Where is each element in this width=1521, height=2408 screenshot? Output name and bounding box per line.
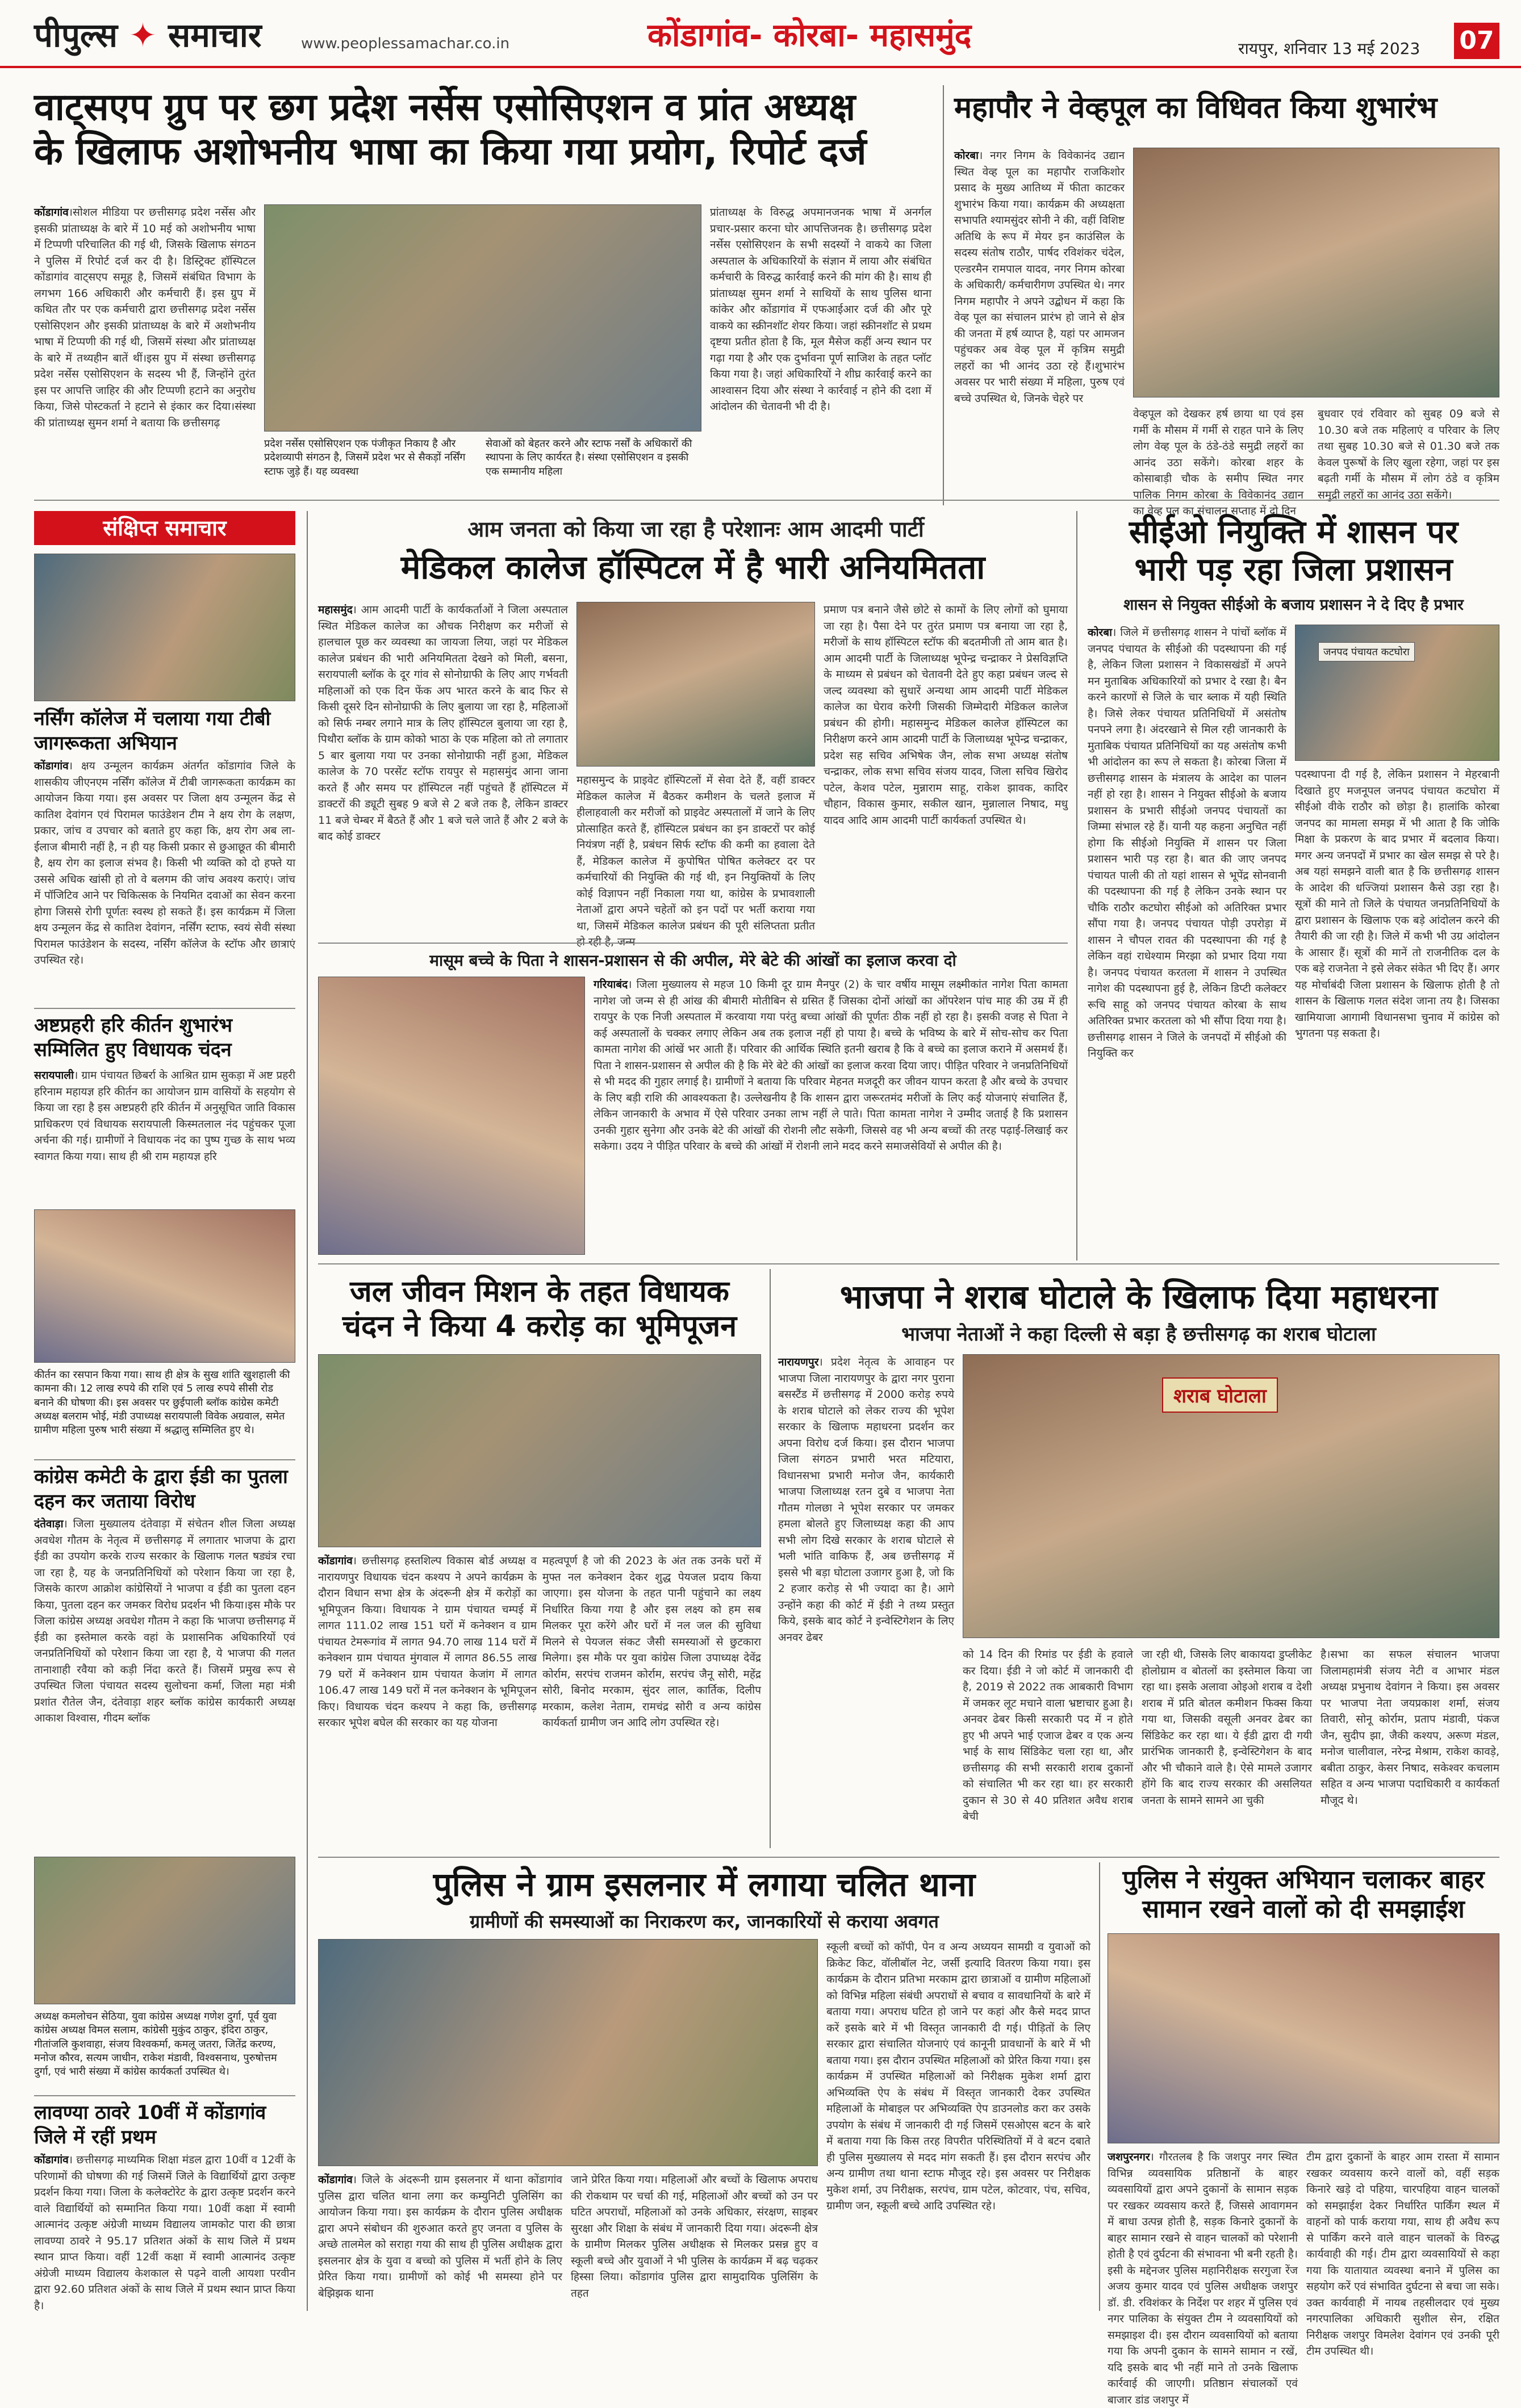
- brief2-photo: [34, 1209, 295, 1363]
- story4-photo-sign: जनपद पंचायत कटघोरा: [1318, 642, 1415, 661]
- brief4-title: लावण्या ठावरे 10वीं में कोंडागांव जिले में रहीं प्रथम: [34, 2101, 266, 2149]
- story6-col2: महत्वपूर्ण है जो की 2023 के अंत तक उनके घरों में मुफ्त नल कनेक्शन देकर शुद्ध पेयजल प्रदाय किया जाएगा। इस योजना के तहत पानी पहुंचाने का लक्ष्य निर्धारित किया गया है और इस लक्ष्य को हम सब मिलकर पूरा करेंगे और घरों में नल जल की सुविधा मिलने से पेयजल संकट जैसी समस्याओं से छुटकारा मिलेगा। इस मौके पर युवा कांग्रेस जिला उपाध्यक्ष देवेंद्र कोर्राम, सरपंच राजमन कोर्राम, सरपंच जैनू सोरी, महेंद्र सोरी, बिनोद मरकाम, सुंदर लाल, कार्तिक, दिलीप मरकाम, कलेश नेताम, रामचंद्र सोरी व अन्य कांग्रेस कार्यकर्ता ग्रामीण जन आदि लोग उपस्थित रहे।: [542, 1555, 761, 1729]
- story3-dateline: महासमुंद: [318, 604, 353, 616]
- brief-divider-3: [34, 2095, 295, 2096]
- story6-col1: कोंडागांव। छत्तीसगढ़ हस्तशिल्प विकास बोर्ड अध्यक्ष व नारायणपुर विधायक चंदन कश्यप ने अपने कार्यक्रम के दौरान विधान सभा क्षेत्र के अंदरूनी क्षेत्र में करोड़ों का भूमिपूजन किया। विधायक ने ग्राम पंचायत चम्पई में लागत 111.02 लाख 151 घरों में कनेक्शन व ग्राम पंचायत टेमरूगांव में लागत 94.70 लाख 114 घरों में कनेक्शन ग्राम पंचायत मुंगवाल में लागत 86.55 लाख 79 घरों में कनेक्शन ग्राम पंचायत केजांग में लागत 106.47 लाख 149 घरों में नल कनेक्शन के भूमिपूजन किए। विधायक चंदन कश्यप ने कहा कि, छत्तीसगढ़ सरकार भूपेश बघेल की सरकार का यह योजना: [318, 1555, 537, 1729]
- issue-date: रायपुर, शनिवार 13 मई 2023: [1238, 39, 1420, 58]
- story8-headline: पुलिस ने ग्राम इसलनार में लगाया चलित थाना: [433, 1865, 976, 1904]
- story5-kicker: मासूम बच्चे के पिता ने शासन-प्रशासन से की अपील, मेरे बेटे की आंखों का इलाज करवा दो: [429, 951, 956, 970]
- section-title: कोंडागांव- कोरबा- महासमुंद: [647, 17, 972, 54]
- story1-headline-line2: के खिलाफ अशोभनीय भाषा का किया गया प्रयोग, रिपोर्ट दर्ज: [34, 129, 867, 173]
- story7-photo: [963, 1354, 1499, 1638]
- brief1-text: कोंडागांव। क्षय उन्मूलन कार्यक्रम अंतर्गत कोंडागांव जिले के शासकीय जीएनएम नर्सिंग कॉलेज में टीबी जागरूकता कार्यक्रम का आयोजन किया गया। इस अवसर पर जिला क्षय उन्मूलन केंद्र से कातिश देवांगन एवं पिरामल फाउंडेशन टीम ने क्षय रोग के लक्षण, प्रकार, जांच व उपचार को बताते हुए कहा कि, क्षय रोग अब ला-ईलाज बीमारी नहीं है, न ही यह किसी प्रकार से छुआछूत की बीमारी है, क्षय रोग का इलाज संभव है। किसी भी व्यक्ति को दो हफ्ते या उससे अधिक खांसी हो तो वे बलगम की जांच अवश्य कराएं। जांच में पॉजिटिव आने पर चिकित्सक के नियमित दवाओं का सेवन करना होगा जिससे रोगी पूर्णतः स्वस्थ हो सकते हैं। इस कार्यक्रम में जिला क्षय उन्मूलन केंद्र से कातिश देवांगन, नर्सिंग स्टाफ, स्वयं सेवी संस्था पिरामल फाउंडेशन के सदस्य, नर्सिंग कॉलेज के स्टॉफ और छात्राएं उपस्थित रहे।: [34, 760, 295, 966]
- divider-horizontal-3: [318, 1263, 1499, 1264]
- story8-photo: [318, 1939, 818, 2166]
- story5-dateline: गरियाबंद: [594, 978, 628, 991]
- story9-headline-line2: सामान रखने वालों को दी समझाईश: [1142, 1894, 1465, 1924]
- story9-headline-line1: पुलिस ने संयुक्त अभियान चलाकर बाहर: [1122, 1865, 1485, 1894]
- masthead: [0, 0, 1521, 68]
- story4-dateline: कोरबा: [1088, 626, 1113, 639]
- brief2-text: सरायपाली। ग्राम पंचायत छिबर्रा के आश्रित ग्राम सुकड़ा में अष्ट प्रहरी हरिनाम महायज्ञ हरि कीर्तन का आयोजन ग्राम वासियों के सहयोग से किया जा रहा है इस अष्टप्रहरी हरि कीर्तन में अनुसूचित जाति विकास प्राधिकरण एवं विधायक सरायपाली किस्मतलाल नंद पहुंचकर पूजा अर्चना की गई। ग्रामीणों ने विधायक नंद का पुष्प गुच्छ के साथ भव्य स्वागत किया गया। साथ ही श्री राम महायज्ञ हरि: [34, 1069, 295, 1163]
- story8-col2: जाने प्रेरित किया गया। महिलाओं और बच्चों के खिलाफ अपराध की रोकथाम पर चर्चा की गई, महिलाओं और बच्चों को उन पर घटित अपराधों, महिलाओं को उनके अधिकार, संरक्षण, साइबर सुरक्षा और शिक्षा के संबंध में जानकारी दिया गया। अंदरूनी क्षेत्र के ग्रामीण मिलकर पुलिस अधीक्षक से मिलकर प्रसन्न हुए व स्कूली बच्चे और युवाओं ने भी पुलिस के कार्यक्रम में बढ़ चढ़कर हिस्सा लिया। कोंडागांव पुलिस द्वारा सामुदायिक पुलिसिंग के तहत: [571, 2174, 818, 2300]
- story7-subhead: भाजपा नेताओं ने कहा दिल्ली से बड़ा है छत्तीसगढ़ का शराब घोटाला: [901, 1323, 1376, 1346]
- story4-col2: पदस्थापना दी गई है, लेकिन प्रशासन ने मेहरबानी दिखाते हुए मजनूपल जनपद पंचायत कटघोरा में सीईओ वीके राठौर को छोड़ा है। हालांकि कोरबा जनपद का मामला समझ में भी आता है कि जोकि मिक्षा के प्रकरण के बाद प्रभार में बदलाव किया। मगर अन्य जनपदों में प्रभार का खेल समझ से परे है। अब यहां समझने वाली बात है कि छत्तीसगढ़ शासन के आदेश की धज्जियां प्रशासन कैसे उड़ा रहा है। सूत्रों की माने तो जिले के पंचायत जनप्रतिनिधियों के द्वारा प्रशासन के खिलाफ एक बड़े आंदोलन करने की तैयारी की जा रही है। जिले में कभी भी उग्र आंदोलन के आसार हैं। सूत्रों की मानें तो राजनीतिक दल के एक बड़े राजनेता ने इसे लेकर संकेत भी दिए हैं। अगर यह मोर्चाबंदी जिला प्रशासन के खिलाफ होती है तो शासन के खिलाफ गलत संदेश जाना तय है। जिसका खामियाजा आगामी विधानसभा चुनाव में कांग्रेस को भुगतना पड़ सकता है।: [1295, 768, 1499, 1040]
- brief3-title: कांग्रेस कमेटी के द्वारा ईडी का पुतला दहन कर जताया विरोध: [34, 1465, 288, 1513]
- brief1-title: नर्सिंग कॉलेज में चलाया गया टीबी जागरूकता अभियान: [34, 707, 271, 755]
- story1-col3: प्रांताध्यक्ष के विरुद्ध अपमानजनक भाषा में अनर्गल प्रचार-प्रसार करना घोर आपत्तिजनक है। छत्तीसगढ़ प्रदेश नर्सेस एसोसिएशन के सभी सदस्यों ने वाकये का जिला अस्पताल के अधिकारियों के संज्ञान में लाया और संबंधित कर्मचारी के विरुद्ध कार्रवाई करने की मांग की है। साथ ही प्रांताध्यक्ष सुमन शर्मा ने साथियों के साथ पुलिस थाना कांकेर और कोंडागांव में एफआईआर दर्ज की और पूरे वाकये का स्क्रीनशॉट शेयर किया। जहां स्क्रीनशॉट से प्रथम दृष्टया प्रतीत होता है कि, मूल मैसेज कहीं अन्य स्थान पर गढ़ा गया है और एक दुर्भावना पूर्ण साजिश के तहत प्लॉट किया गया है। जहां अधिकारियों ने शीघ्र कार्रवाई करने का आश्वासन दिया और संस्था ने कार्रवाई न होने की दशा में आंदोलन की चेतावनी भी दी है।: [710, 206, 931, 413]
- story3-col3: प्रमाण पत्र बनाने जैसे छोटे से कामों के लिए लोगों को घुमाया जा रहा है। पैसा देने पर तुरंत प्रमाण पत्र बनाया जा रहा है, मरीजों के साथ हॉस्पिटल स्टॉफ की बदतमीजी तो आम बात है। आम आदमी पार्टी के जिलाध्यक्ष भूपेन्द्र चन्द्राकर ने प्रेसविज्ञप्ति के माध्यम से प्रबंधन को चेतावनी देते हुए कहा प्रबंधन जल्द से जल्द व्यवस्था को सुधारें अन्यथा आम आदमी पार्टी मेडिकल कालेज का घेराव करेगी जिसकी जिम्मेदारी मेडिकल कालेज प्रबंधन की होगी। महासमुन्द मेडिकल कालेज हॉस्पिटल का निरीक्षण करने आम आदमी पार्टी के जिलाध्यक्ष भूपेन्द्र चन्द्राकर, प्रदेश सह सचिव अभिषेक जैन, लोक सभा अध्यक्ष संतोष चन्द्राकर, लोक सभा सचिव संजय यादव, जिला सचिव खिरोद पटेल, केशव पटेल, मुन्नाराम साहू, राकेश झावक, कादिर चौहान, विकास कुमार, सकील खान, मुन्नालाल निषाद, मधु यादव आदि आम आदमी पार्टी कार्यकर्ता उपस्थित थे।: [824, 604, 1068, 827]
- brief3-photo: [34, 1857, 295, 2004]
- brief1-photo: [34, 554, 295, 701]
- story6-headline-line1: जल जीवन मिशन के तहत विधायक: [350, 1275, 729, 1309]
- story4-headline-line1: सीईओ नियुक्ति में शासन पर: [1129, 514, 1459, 551]
- story7-col4: है।सभा का सफल संचालन भाजपा जिलामहामंत्री संजय नेटी व आभार मंडल अध्यक्ष प्रभुनाथ देवांगन ने किया। इस अवसर पर भाजपा नेता जयप्रकाश शर्मा, संजय तिवारी, सोनू कोर्राम, प्रताप मंडावी, पंकज जैन, सुदीप झा, जैकी कश्यप, अरूण मंडल, मनोज चालीवाल, नरेन्द्र मेश्राम, राकेश कावड़े, बबीता ठाकुर, केसर निषाद, सकेश्वर कचलाम सहित व अन्य भाजपा पदाधिकारी व कार्यकर्ता मौजूद थे।: [1321, 1648, 1499, 1807]
- story9-dateline: जशपुरनगर: [1108, 2151, 1150, 2163]
- story2-col1: कोरबा। नगर निगम के विवेकानंद उद्यान स्थित वेव्ह पूल का महापौर राजकिशोर प्रसाद के मुख्य आतिथ्य में फीता काटकर शुभारंभ किया गया। कार्यक्रम की अध्यक्षता सभापति श्यामसुंदर सोनी ने की, वहीं विशिष्ट अतिथि के रूप में मेयर इन काउंसिल के सदस्य संतोष राठौर, पार्षद रविशंकर चंदेल, एल्डरमैन रामपाल यादव, नगर निगम कोरबा के अधिकारी/ कर्मचारीगण उपस्थित थे। नगर निगम महापौर ने अपने उद्बोधन में कहा कि वेव्ह पूल का संचालन प्रारंभ हो जाने से क्षेत्र की जनता में हर्ष व्याप्त है, यहां पर आमजन पहुंचकर अब वेव्ह पूल में कृत्रिम समुद्री लहरों का भी आनंद उठा रहे हैं।शुभारंभ अवसर पर भारी संख्या में महिला, पुरुष एवं बच्चे उपस्थित थे, जिनके चेहरे पर: [954, 149, 1125, 405]
- story5-photo: [318, 977, 585, 1255]
- story6-headline-line2: चंदन ने किया 4 करोड़ का भूमिपूजन: [342, 1309, 737, 1344]
- story8-subhead: ग्रामीणों की समस्याओं का निराकरण कर, जानकारियों से कराया अवगत: [470, 1911, 939, 1932]
- divider-vertical-3: [1076, 511, 1077, 1260]
- newspaper-logo: [34, 11, 261, 56]
- story9-col2: टीम द्वारा दुकानों के बाहर आम रास्ता में सामान रखकर व्यवसाय करने वालों को, वहीं सड़क किनारे खड़े दो पहिया, चारपहिया वाहन चालकों को समझाईश देकर निर्धारित पार्किंग स्थल में वाहनों को पार्क कराया गया, साथ ही अवैध रूप से पार्किंग करने वाले वाहन चालकों के विरुद्ध कार्यवाही की गई। टीम द्वारा व्यवसायियों से कहा गया कि यातायात व्यवस्था बनाने में पुलिस का सहयोग करें एवं संभावित दुर्घटना से बचा जा सके। उक्त कार्यवाही में नायब तहसीलदार एवं मुख्य नगरपालिका अधिकारी सुशील सेन, रक्षित निरीक्षक जशपुर विमलेश देवांगन एवं उनकी पूरी टीम उपस्थित थी।: [1306, 2151, 1499, 2357]
- story2-col3: बुधवार एवं रविवार को सुबह 09 बजे से 10.30 बजे तक महिलाएं व परिवार के लिए तथा सुबह 10.30 बजे से 01.30 बजे तक केवल पुरूषों के लिए खुला रहेगा, जहां पर इस बढ़ती गर्मी के मौसम में लोग ठंडे व कृत्रिम समुद्री लहरों का आनंद उठा सकेंगे।: [1318, 408, 1499, 501]
- brief-divider-2: [34, 1459, 295, 1460]
- story4-headline-line2: भारी पड़ रहा जिला प्रशासन: [1134, 551, 1453, 589]
- story7-col2: को 14 दिन की रिमांड पर ईडी के हवाले कर दिया। ईडी ने जो कोर्ट में जानकारी दी है, 2019 से 2022 तक आबकारी विभाग में जमकर लूट मचाने वाला भ्रष्टाचार हुआ है। अनवर ढेबर किसी सरकारी पद में न होते हुए भी अपने भाई एजाज ढेबर व एक अन्य भाई के साथ सिंडिकेट चला रहा था, और छत्तीसगढ़ की सभी सरकारी शराब दुकानों को संचालित भी कर रहा था। हर सरकारी दुकान से 30 से 40 प्रतिशत अवैध शराब बेची: [963, 1648, 1133, 1823]
- website-url[interactable]: www.peoplessamachar.co.in: [301, 35, 510, 52]
- story7-banner: शराब घोटाला: [1162, 1377, 1278, 1413]
- briefs-header: संक्षिप्त समाचार: [34, 511, 295, 545]
- page-number: 07: [1454, 23, 1499, 59]
- story3-col1: महासमुंद। आम आदमी पार्टी के कार्यकर्ताओं ने जिला अस्पताल स्थित मेडिकल कालेज का औचक निरीक्षण कर मरीजों से हालचाल पूछ कर व्यवस्था का जायजा लिया, जहां पर मेडिकल कालेज प्रबंधन की भारी अनियमितता देखने को मिली, बसना, सरायपाली ब्लॉक के दूर गांव से सोनोग्राफी के लिए आए गर्भवती महिलाओं को एक दिन फेंक अप भारत करने के बाद फिर से किसी दूसरे दिन सोनोग्राफी के लिए बुलाया जा रहा है, महिलाओं को सिर्फ नम्बर लगाने मात्र के लिए हॉस्पिटल बुलाया जा रहा है, पिथौरा ब्लॉक के ग्राम कोको भाठा के एक महिला को तो लगातार 5 बार बुलाया गया पर उनका सोनोग्राफी नहीं हुआ, मेडिकल कालेज के 70 परसेंट स्टॉफ रायपुर से महासमुंद आना जाना करते हैं और समय पर हॉस्पिटल नहीं पहुंचते हैं हॉस्पिटल में डाक्टरों की ड्यूटी सुबह 9 बजे से 2 बजे तक है, लेकिन डाक्टर 11 बजे चेम्बर में बैठते हैं और 1 बजे चले जाते हैं और 2 बजे के बाद कोई डाक्टर: [318, 604, 568, 843]
- brief3-text: दंतेवाड़ा। जिला मुख्यालय दंतेवाड़ा में संचेतन शील जिला अध्यक्ष अवधेश गौतम के नेतृत्व में छत्तीसगढ़ में लगातार भाजपा के द्वारा ईडी का उपयोग करके राज्य सरकार के खिलाफ गलत षड्यंत्र रचा जा रहा है, यह के जनप्रतिनिधियों को परेशान किया जा रहा है, जिसके कारण आक्रोश कांग्रेसियों ने भाजपा व ईडी का पुतला दहन किया, पुतला दहन कर जमकर विरोध प्रदर्शन भी किया।इस मौके पर जिला कांग्रेस अध्यक्ष अवधेश गौतम ने कहा कि भाजपा छत्तीसगढ़ में ईडी का इस्तेमाल करके वहां के प्रशासनिक अधिकारियों एवं जनप्रतिनिधियों को परेशान किया जा रहा है, ये भाजपा की गलत तानाशाही रवैया को कड़ी निंदा करते हैं। जिसमें प्रमुख रूप से उपस्थित जिला पंचायत सदस्य सुलोचना कर्मा, जिला महा मंत्री प्रशांत रौतेल जैन, दंतेवाड़ा शहर ब्लॉक कांग्रेस कार्यकारी अध्यक्ष आकाश विश्वास, गीदम ब्लॉक: [34, 1518, 295, 1724]
- story9-col1: जशपुरनगर। गौरतलब है कि जशपुर नगर स्थित विभिन्न व्यवसायिक प्रतिष्ठानों के बाहर व्यवसायियों द्वारा अपने दुकानों के सामान सड़क पर रखकर व्यवसाय करते हैं, जिससे आवागमन में बाधा उत्पन्न होती है, सड़क किनारे दुकानों के बाहर सामान रखने से वाहन चालकों को परेशानी होती है एवं दुर्घटना की संभावना भी बनी रहती है। इसी के मद्देनजर पुलिस महानिरीक्षक सरगुजा रेंज अजय कुमार यादव एवं पुलिस अधीक्षक जशपुर डॉ. डी. रविशंकर के निर्देश पर शहर में पुलिस एवं नगर पालिका के संयुक्त टीम ने व्यवसायियों को समझाइश दी। इस दौरान व्यवसायियों को बताया गया कि अपनी दुकान के सामने सामान न रखें, यदि इसके बाद भी नहीं माने तो उनके खिलाफ कार्रवाई की जाएगी। प्रतिष्ठान संचालकों एवं बाजार डांड जशपुर में: [1108, 2151, 1298, 2406]
- story1-headline: [34, 85, 931, 174]
- brief-divider-1: [34, 1008, 295, 1009]
- story2-headline: महापौर ने वेव्हपूल का विधिवत किया शुभारंभ: [954, 91, 1438, 125]
- story2-dateline: कोरबा: [954, 149, 979, 162]
- story4-col1: कोरबा। जिले में छत्तीसगढ़ शासन ने पांचों ब्लॉक में जनपद पंचायत के सीईओ की पदस्थापना की गई है, लेकिन जिला प्रशासन ने विकासखंडों में अपने मन मुताबिक अधिकारियों को प्रभार दे रखा है। बैन करने कारणों से जिले के चार ब्लाक में यही स्थिति है। जिसे लेकर पंचायत प्रतिनिधियों में असंतोष पनपने लगा है। अंदरखाने से मिल रही जानकारी के मुताबिक पंचायत प्रतिनिधियों का यह असंतोष कभी भी आंदोलन का रूप ले सकता है। कोरबा जिला में छत्तीसगढ़ शासन के मंत्रालय के आदेश का पालन नहीं हो रहा है। शासन ने नियुक्त सीईओ के बजाय प्रशासन के प्रभारी सीईओ जनपद पंचायतों का जिम्मा संभाल रहे हैं। यानी यह कहना अनुचित नहीं होगा कि सीईओ नियुक्ति में शासन पर जिला प्रशासन भारी पड़ रहा है। बात की जाए जनपद पंचायत पाली की तो यहां शासन से भूपेंद्र सोनवानी की पदस्थापना की गई है लेकिन उनके स्थान पर चौकि राठौर कटघोरा सीईओ को अतिरिक्त प्रभार सौंपा गया है। जनपद पंचायत पोड़ी उपरोड़ा में शासन ने चौपल रावत की पदस्थापना की गई है लेकिन वहां राधेश्याम मिरझा को प्रभार दिया गया है। जनपद पंचायत करतला में शासन ने उपस्थित नागेश की पदस्थापना हुई है, लेकिन डिप्टी कलेक्टर रूचि साहू को जनपद पंचायत कोरबा के साथ अतिरिक्त प्रभार करतला को भी सौंपा दिया गया है। छत्तीसगढ़ शासन ने जिले के जनपदों में सीईओ की नियुक्ति कर: [1088, 626, 1286, 1059]
- story1-caption: प्रदेश नर्सेस एसोसिएशन एक पंजीकृत निकाय है और प्रदेशव्यापी संगठन है, जिसमें प्रदेश भर से सैकड़ों नर्सिंग स्टाफ जुड़े हैं। यह व्यवस्था: [264, 438, 466, 478]
- story4-photo: [1295, 625, 1499, 761]
- logo-right: समाचार: [168, 16, 262, 55]
- story7-dateline: नारायणपुर: [778, 1356, 819, 1368]
- divider-vertical-5: [1099, 1862, 1100, 2311]
- divider-horizontal-1: [34, 500, 1499, 501]
- story4-headline: [1088, 514, 1499, 589]
- story3-caption: महासमुन्द के प्राइवेट हॉस्पिटलों में सेवा देते हैं, वहीं डाक्टर मेडिकल कालेज में बैठकर कमीशन के चलते इलाज में हीलाहवाली कर मरीजों को प्राइवेट अस्पतालों में जाने के लिए प्रोत्साहित करते हैं, हॉस्पिटल प्रबंधन का इन डाक्टरों पर कोई नियंत्रण नहीं है, प्रबंधन सिर्फ स्टॉफ की कमी का हवाला देते हैं, मेडिकल कालेज में कुपोषित पोषित कलेक्टर दर पर कर्मचारियों की नियुक्ति की गई थी, इन नियुक्तियों के लिए कोई विज्ञापन नहीं निकाला गया था, कांग्रेस के प्रभावशाली नेताओं द्वारा अपने चहेतों को इन पदों पर भर्ती कराया गया था, जिसमें मेडिकल कालेज प्रबंधन की पूरी संलिप्तता प्रतीत हो रही है, जन्म: [576, 774, 815, 948]
- brief4-text: कोंडागांव। छत्तीसगढ़ माध्यमिक शिक्षा मंडल द्वारा 10वीं व 12वीं के परिणामों की घोषणा की गई जिसमें जिले के विद्यार्थियों द्वारा उत्कृष्ट प्रदर्शन किया गया। जिला के कलेक्टोरेट के द्वारा उत्कृष्ट प्रदर्शन करने वाले विद्यार्थियों को सम्मानित किया गया। 10वीं कक्षा में स्वामी आत्मानंद उत्कृष्ट अंग्रेजी माध्यम विद्यालय जामकोट पारा की छात्रा लावण्या ठावरे ने 95.17 प्रतिशत अंकों के साथ जिले में प्रथम स्थान प्राप्त किया। वहीं 12वीं कक्षा में स्वामी आत्मानंद उत्कृष्ट अंग्रेजी माध्यम विद्यालय केशकाल से पढ़ने वाली आयशा परवीन द्वारा 92.60 प्रतिशत अंकों के साथ जिले में प्रथम स्थान प्राप्त किया है।: [34, 2154, 295, 2312]
- story1-caption2: सेवाओं को बेहतर करने और स्टाफ नर्सों के अधिकारों की स्थापना के लिए कार्यरत है। संस्था एसोसिएशन व इसकी एक सम्मानीय महिला: [486, 438, 692, 478]
- divider-vertical-2: [307, 511, 308, 2311]
- story8-dateline: कोंडागांव: [318, 2174, 353, 2186]
- story3-kicker: आम जनता को किया जा रहा है परेशानः आम आदमी पार्टी: [467, 517, 924, 542]
- story6-headline: [318, 1275, 761, 1345]
- brief2-caption: कीर्तन का रसपान किया गया। साथ ही क्षेत्र के सुख शांति खुशहाली की कामना की। 12 लाख रुपये की राशि एवं 5 लाख रुपये सीसी रोड बनाने की घोषणा की। इस अवसर पर छुईपाली ब्लॉक कांग्रेस कमेटी अध्यक्ष बलराम भोई, मंडी उपाध्यक्ष सरायपाली विवेक अग्रवाल, समेत ग्रामीण महिला पुरुष भारी संख्या में श्रद्धालु सम्मिलित हुए थे।: [34, 1369, 290, 1437]
- logo-divider: ✦: [117, 16, 168, 55]
- story1-headline-line1: वाट्सएप ग्रुप पर छग प्रदेश नर्सेस एसोसिएशन व प्रांत अध्यक्ष: [34, 85, 856, 129]
- story4-subhead: शासन से नियुक्त सीईओ के बजाय प्रशासन ने दे दिए है प्रभार: [1123, 596, 1464, 614]
- divider-vertical-1: [943, 85, 944, 505]
- story7-col3: जा रही थी, जिसके लिए बाकायदा डुप्लीकेट होलोग्राम व बोतलों का इस्तेमाल किया जा रहा था। इसके अलावा ओइओ शराब व देशी शराब में प्रति बोतल कमीशन फिक्स किया गया था, जिसकी वसूली अनवर ढेबर का सिंडिकेट कर रहा था। ये ईडी द्वारा दी गयी प्रारंभिक जानकारी है, इन्वेस्टिगेशन के बाद और भी चौकाने वाले है। ऐसे मामले उजागर होंगे कि बाद राज्य सरकार की असलियत जनता के सामने सामने आ चुकी: [1142, 1648, 1312, 1807]
- divider-vertical-4: [770, 1269, 771, 1848]
- story9-headline: [1108, 1865, 1499, 1924]
- divider-horizontal-2: [318, 943, 1068, 944]
- story3-photo: [576, 602, 815, 767]
- story7-col1: नारायणपुर। प्रदेश नेतृत्व के आवाहन पर भाजपा जिला नारायणपुर के द्वारा नगर पुराना बसस्टैंड में छत्तीसगढ़ में 2000 करोड़ रुपये के शराब घोटाले को लेकर राज्य की भूपेश सरकार के खिलाफ महाधरना प्रदर्शन कर अपना विरोध दर्ज किया। इस दौरान भाजपा जिला संगठन प्रभारी भरत मटियारा, विधानसभा प्रभारी मनोज जैन, कार्यकारी भाजपा जिलाध्यक्ष रतन दुबे व भाजपा नेता गौतम गोलछा ने भूपेश सरकार पर जमकर हमला बोलते हुए जिलाध्यक्ष कहा की आप सभी लोग दिखे सरकार के शराब घोटाले से भली भांति वाकिफ हैं, अब छत्तीसगढ़ में इससे भी बड़ा घोटाला उजागर हुआ है, जो कि 2 हजार करोड़ से भी ज्यादा का है। आगे उन्होंने कहा की कोर्ट में ईडी ने तथ्य प्रस्तुत किये, इसके बाद कोर्ट ने इन्वेस्टिगेशन के लिए अनवर ढेबर: [778, 1356, 954, 1644]
- story1-photo: [264, 204, 701, 432]
- story1-col1: कोंडागांव।सोशल मीडिया पर छत्तीसगढ़ प्रदेश नर्सेस और इसकी प्रांताध्यक्ष के बारे में 10 मई को अशोभनीय भाषा में टिप्पणी परिचालित की गई थी, जिसके खिलाफ संगठन ने पुलिस में रिपोर्ट दर्ज कर दी है। डिस्ट्रिक्ट हॉस्पिटल कोंडागांव वाट्सएप समूह है, जिसमें संबंधित विभाग के लगभग 166 अधिकारी और कर्मचारी हैं। इस ग्रुप में कथित तौर पर एक कर्मचारी द्वारा छत्तीसगढ़ प्रदेश नर्सेस एसोसिएशन और इसकी प्रांताध्यक्ष के बारे में अशोभनीय भाषा में टिप्पणी की गई थी, जिसमें संस्था और प्रांताध्यक्ष के बारे में तथ्यहीन बातें थीं।इस ग्रुप में संस्था छत्तीसगढ़ प्रदेश नर्सेस एसोसिएशन के सदस्य भी हैं, जिन्होंने तुरंत इस पर आपत्ति जाहिर की और टिप्पणी हटाने का अनुरोध किया, जिसे पोस्टकर्ता ने हटाने से इंकार कर दिया।संस्था की प्रांताध्यक्ष सुमन शर्मा ने बताया कि छत्तीसगढ़: [34, 206, 256, 429]
- story9-photo: [1108, 1933, 1499, 2143]
- story5-text: गरियाबंद। जिला मुख्यालय से महज 10 किमी दूर ग्राम मैनपुर (2) के चार वर्षीय मासूम लक्ष्मीकांत नागेश पिता कामता नागेश जो जन्म से ही आंख की बीमारी मोतीबिन से ग्रसित हैं जिसका दोनों आंखों का ऑपरेशन पांच माह की उम्र में ही रायपुर के एक निजी अस्पताल में करवाया गया परंतु बच्चा आंखों की पूर्णतः ठीक नहीं हो रहा है। इसकी वजह से पिता ने कई अस्पतालों के चक्कर लगाए लेकिन अब तक इलाज नहीं हो पाया है। बच्चे के भविष्य के बारे में सोच-सोच कर पिता कामता नागेश की आंखें भर आती हैं। परिवार की आर्थिक स्थिति इतनी खराब है कि वे बच्चे का इलाज कराने में असमर्थ हैं। पिता ने शासन-प्रशासन से अपील की है कि मेरे बेटे की आंखों का इलाज करवा दिया जाए। पीड़ित परिवार ने जनप्रतिनिधियों से भी मदद की गुहार लगाई है। ग्रामीणों ने बताया कि परिवार मेहनत मजदूरी कर जीवन यापन करता है और बच्चे के उपचार के लिए बड़ी राशि की आवश्यकता है। उल्लेखनीय है कि शासन द्वारा जरूरतमंद मरीजों के लिए कई योजनाएं संचालित हैं, लेकिन जानकारी के अभाव में ऐसे परिवार उनका लाभ नहीं ले पाते। पिता कामता नागेश ने उम्मीद जताई है कि प्रशासन उनकी गुहार सुनेगा और उनके बेटे की आंखों की रोशनी लौट सकेगी, जिससे वह भी अन्य बच्चों की तरह पढ़ाई-लिखाई कर सकेगा। उदय ने पीड़ित परिवार के बच्चे की आंखों में रोशनी लाने मदद करने समाजसेवियों से अपील की है।: [594, 978, 1068, 1153]
- story1-dateline: कोंडागांव: [34, 206, 69, 219]
- logo-left: पीपुल्स: [34, 16, 118, 55]
- story8-col1: कोंडागांव। जिले के अंदरूनी ग्राम इसलनार में थाना कोंडागांव पुलिस द्वारा चलित थाना लगा कर कम्युनिटी पुलिसिंग का आयोजन किया गया। इस कार्यक्रम के दौरान पुलिस अधीक्षक द्वारा अपने संबोधन की शुरुआत करते हुए जनता व पुलिस के अच्छे तालमेल को सराहा गया की साथ ही पुलिस अधीक्षक द्वारा इसलनार क्षेत्र के युवा व बच्चो को पुलिस में भर्ती होने के लिए प्रेरित किया गया। ग्रामीणों को कोई भी समस्या होने पर बेझिझक थाना: [318, 2174, 562, 2300]
- story6-photo: [318, 1354, 761, 1547]
- brief3-caption: अध्यक्ष कमलोचन सेठिया, युवा कांग्रेस अध्यक्ष गणेश दुर्गा, पूर्व युवा कांग्रेस अध्यक्ष विमल सलाम, कांग्रेसी मुकुंद ठाकुर, इंदिरा ठाकुर, गीतांजलि कुशवाहा, संजय विश्वकर्मा, कमलू जतरा, जितेंद्र करण्य, मनोज कौरव, सत्यम जाधीन, राकेश मंडावी, विश्वसनाथ, पुरुषोत्तम दुर्गा, एवं भारी संख्या में कांग्रेस कार्यकर्ता उपस्थित थे।: [34, 2011, 277, 2078]
- brief2-title: अष्टप्रहरी हरि कीर्तन शुभारंभ सम्मिलित हुए विधायक चंदन: [34, 1014, 233, 1061]
- story2-col2: वेव्हपूल को देखकर हर्ष छाया था एवं इस गर्मी के मौसम में गर्मी से राहत पाने के लिए लोग वेव्ह पूल के ठंडे-ठंडे समुद्री लहरों का आनंद उठा सकेंगे। कोरबा शहर के कोसाबाड़ी चौक के समीप स्थित नगर पालिक निगम कोरबा के विवेकानंद उद्यान का वेव्ह पूल का संचालन सप्ताह में दो दिन: [1133, 408, 1303, 517]
- story2-photo: [1133, 148, 1499, 397]
- story7-headline: भाजपा ने शराब घोटाले के खिलाफ दिया महाधरना: [839, 1278, 1438, 1316]
- story6-dateline: कोंडागांव: [318, 1555, 353, 1567]
- story3-headline: मेडिकल कालेज हॉस्पिटल में है भारी अनियमितता: [400, 548, 985, 587]
- story8-col3: स्कूली बच्चों को कॉपी, पेन व अन्य अध्ययन सामग्री व युवाओं को क्रिकेट किट, वॉलीबॉल नेट, जर्सी इत्यादि वितरण किया गया। इस कार्यक्रम के दौरान प्रतिभा मरकाम द्वारा छात्राओं व ग्रामीण महिलाओं को विभिन्न महिला संबंधी अपराधों से बचाव व सावधानियों के बारे में बताया गया। अपराध घटित हो जाने पर कहां और कैसे मदद प्राप्त करें इसके बारे में भी विस्तृत जानकारी दी गई। पीड़ितों के लिए सरकार द्वारा संचालित योजनाएं एवं कानूनी प्रावधानों के बारे में भी बताया गया। इस दौरान उपस्थित महिलाओं को प्रेरित किया गया। इस कार्यक्रम में उपस्थित महिलाओं को निरीक्षक मुकेश शर्मा द्वारा अभिव्यक्ति ऐप के संबंध में विस्तृत जानकारी देकर उपस्थित महिलाओं के मोबाइल पर अभिव्यक्ति ऐप डाउनलोड करा कर उसके उपयोग के संबंध में जानकारी दी गई जिसमें एसओएस बटन के बारे में बताया गया कि किस तरह विपरीत परिस्थितियों में वे बटन दबाते ही पुलिस मुख्यालय से मदद मांग सकती हैं। इस दौरान सरपंच और अन्य ग्रामीण तथा थाना स्टाफ मौजूद रहे। इस अवसर पर निरीक्षक मुकेश शर्मा, उप निरीक्षक, सरपंच, ग्राम पटेल, कोटवार, पंच, सचिव, ग्रामीण जन, स्कूली बच्चे आदि उपस्थित रहे।: [826, 1941, 1090, 2212]
- divider-horizontal-4: [318, 1857, 1499, 1858]
